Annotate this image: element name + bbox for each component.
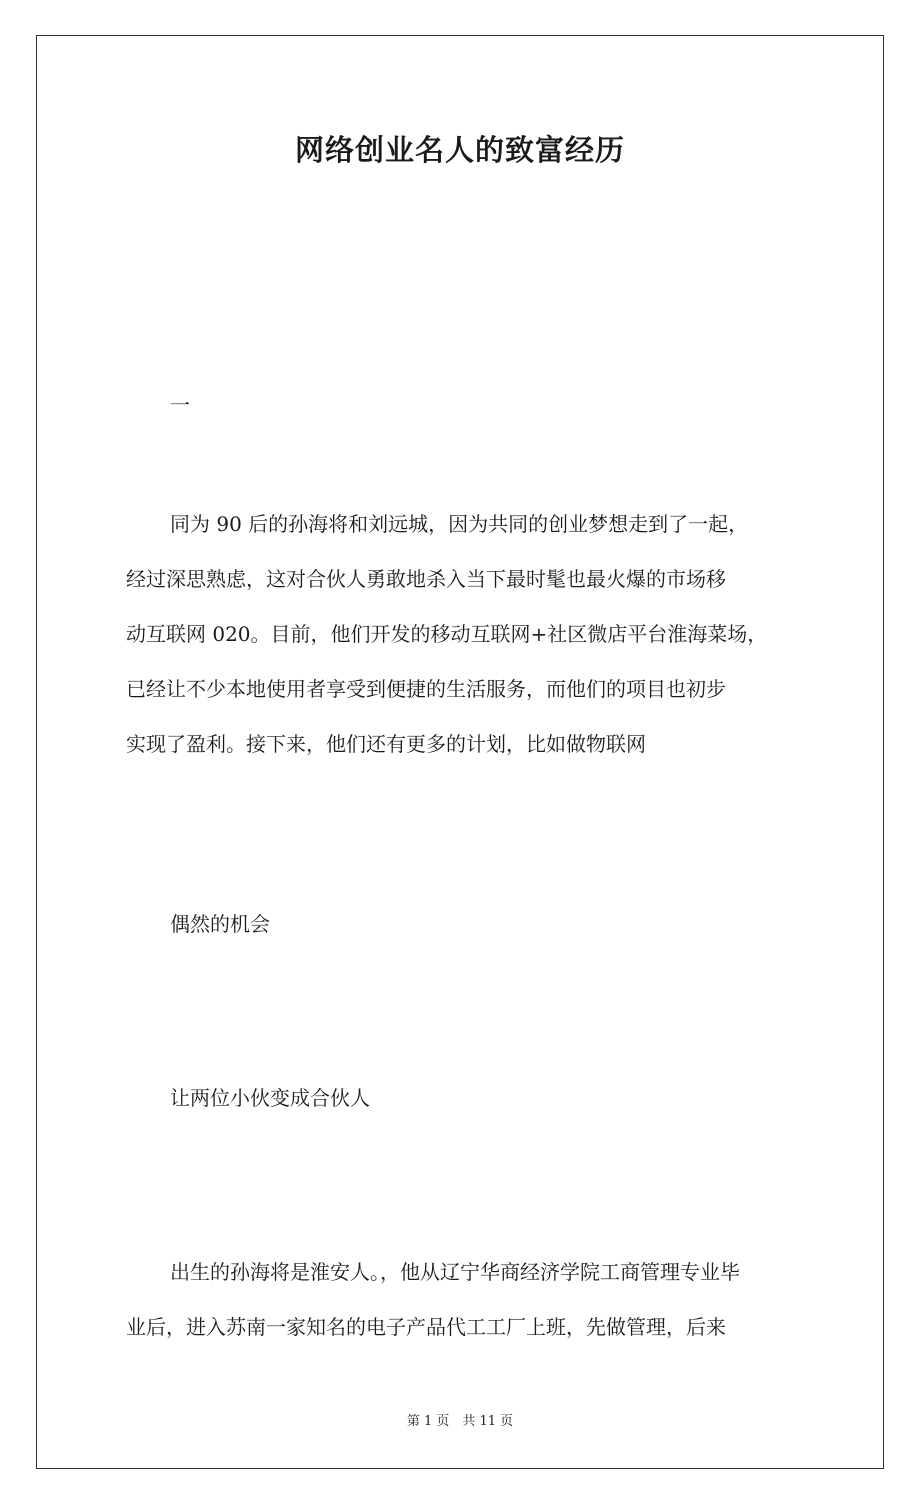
paragraph-1-line-4: 已经让不少本地使用者享受到便捷的生活服务，而他们的项目也初步 [126, 677, 726, 701]
paragraph-2-line-1: 出生的孙海将是淮安人。，他从辽宁华商经济学院工商管理专业毕 [170, 1260, 740, 1284]
page-footer: 第 1 页 共 11 页 [406, 1414, 514, 1429]
paragraph-1 [126, 497, 798, 772]
paragraph-2 [126, 1245, 798, 1355]
document-title: 网络创业名人的致富经历 [294, 133, 625, 167]
paragraph-1-line-2: 经过深思熟虑，这对合伙人勇敢地杀入当下最时髦也最火爆的市场移 [126, 567, 726, 591]
paragraph-1-line-5: 实现了盈利。接下来，他们还有更多的计划，比如做物联网 [126, 732, 646, 756]
paragraph-1-line-3: 动互联网 020。目前，他们开发的移动互联网+社区微店平台淮海菜场， [126, 622, 768, 646]
paragraph-1-line-1: 同为 90 后的孙海将和刘远城，因为共同的创业梦想走到了一起， [170, 512, 749, 536]
paragraph-2-line-2: 业后，进入苏南一家知名的电子产品代工工厂上班，先做管理，后来 [126, 1315, 726, 1339]
subheading-partners: 让两位小伙变成合伙人 [170, 1086, 370, 1110]
subheading-chance: 偶然的机会 [170, 912, 270, 936]
section-marker: 一 [170, 393, 190, 417]
